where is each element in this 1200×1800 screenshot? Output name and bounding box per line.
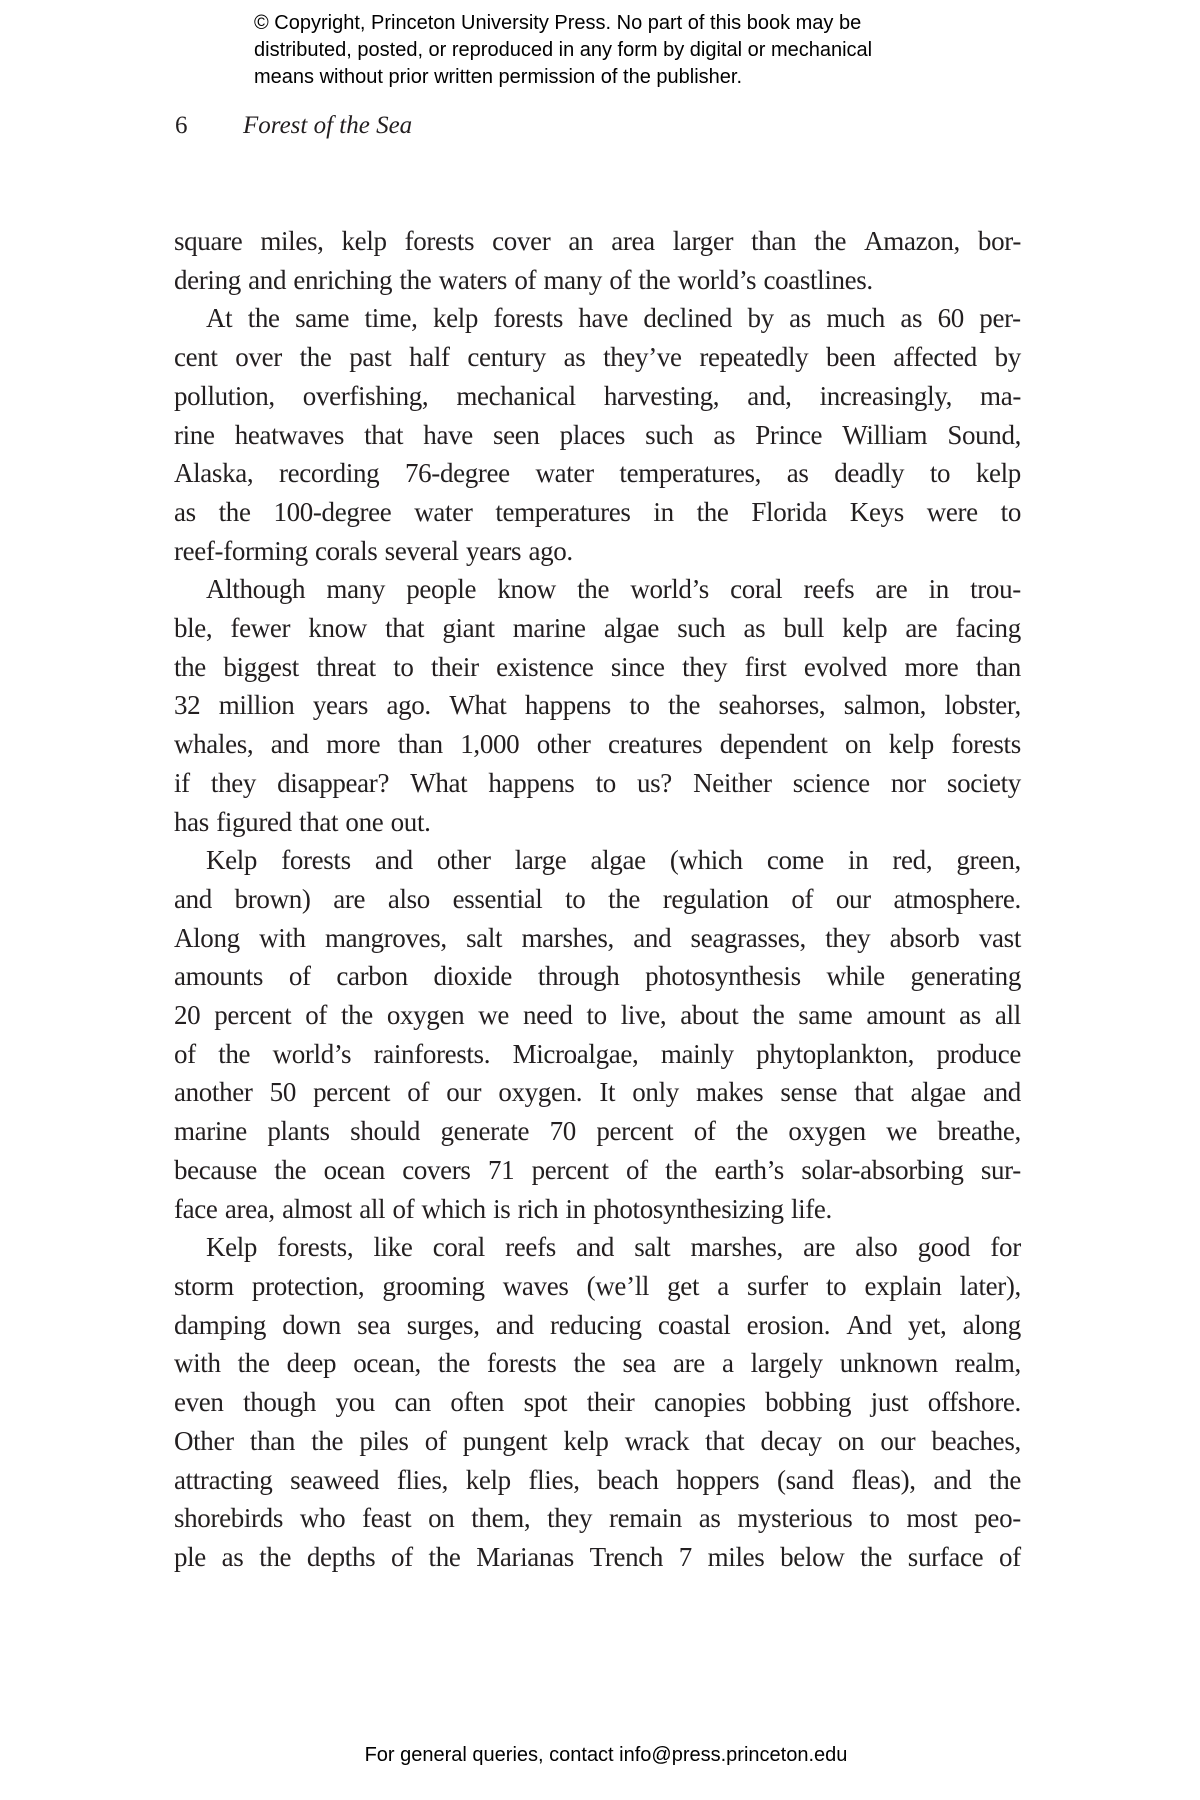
- text-line: cent over the past half century as they’ve repeatedly been affected by: [174, 342, 1021, 373]
- page-number: 6: [175, 112, 188, 139]
- text-line: whales, and more than 1,000 other creatures dependent on kelp forests: [174, 729, 1021, 760]
- text-line: amounts of carbon dioxide through photosynthesis while generating: [174, 961, 1021, 992]
- text-line: damping down sea surges, and reducing coastal erosion. And yet, along: [174, 1309, 1021, 1340]
- text-line: shorebirds who feast on them, they remain as mysterious to most peo-: [174, 1503, 1021, 1534]
- text-line: even though you can often spot their canopies bobbing just offshore.: [174, 1387, 1021, 1418]
- copyright-line: means without prior written permission of the publisher.: [254, 66, 743, 88]
- text-line: with the deep ocean, the forests the sea are a largely unknown realm,: [174, 1348, 1021, 1379]
- paragraph: [174, 222, 1021, 299]
- copyright-line: © Copyright, Princeton University Press. No part of this book may be: [254, 12, 862, 34]
- text-line: has figured that one out.: [174, 806, 431, 837]
- text-line: and brown) are also essential to the regulation of our atmosphere.: [174, 883, 1021, 914]
- text-line: 32 million years ago. What happens to the seahorses, salmon, lobster,: [174, 690, 1021, 721]
- text-line: reef-forming corals several years ago.: [174, 535, 573, 566]
- body-text: [174, 222, 1021, 1577]
- paragraph: [174, 1228, 1021, 1576]
- text-line: At the same time, kelp forests have declined by as much as 60 per-: [206, 303, 1021, 334]
- running-head: Forest of the Sea: [243, 112, 413, 139]
- text-line: another 50 percent of our oxygen. It only makes sense that algae and: [174, 1077, 1021, 1108]
- text-line: ple as the depths of the Marianas Trench 7 miles below the surface of: [174, 1541, 1021, 1572]
- text-line: because the ocean covers 71 percent of the earth’s solar-absorbing sur-: [174, 1154, 1021, 1185]
- text-line: Although many people know the world’s coral reefs are in trou-: [206, 574, 1021, 605]
- text-line: Alaska, recording 76-degree water temperatures, as deadly to kelp: [174, 458, 1021, 489]
- text-line: dering and enriching the waters of many of the world’s coastlines.: [174, 264, 873, 295]
- text-line: if they disappear? What happens to us? Neither science nor society: [174, 767, 1021, 798]
- paragraph: [174, 570, 1021, 841]
- paragraph: [174, 841, 1021, 1228]
- text-line: marine plants should generate 70 percent of the oxygen we breathe,: [174, 1116, 1021, 1147]
- text-line: the biggest threat to their existence since they first evolved more than: [174, 651, 1021, 682]
- copyright-notice: [254, 10, 872, 91]
- text-line: square miles, kelp forests cover an area larger than the Amazon, bor-: [174, 226, 1021, 256]
- text-line: 20 percent of the oxygen we need to live, about the same amount as all: [174, 1000, 1021, 1031]
- text-line: Kelp forests, like coral reefs and salt marshes, are also good for: [206, 1232, 1021, 1263]
- text-line: pollution, overfishing, mechanical harvesting, and, increasingly, ma-: [174, 380, 1021, 411]
- text-line: Other than the piles of pungent kelp wrack that decay on our beaches,: [174, 1425, 1021, 1456]
- text-line: of the world’s rainforests. Microalgae, mainly phytoplankton, produce: [174, 1038, 1021, 1069]
- copyright-line: distributed, posted, or reproduced in any form by digital or mechanical: [254, 39, 873, 61]
- text-line: as the 100-degree water temperatures in the Florida Keys were to: [174, 496, 1021, 527]
- paragraph: [174, 299, 1021, 570]
- text-line: rine heatwaves that have seen places such as Prince William Sound,: [174, 419, 1021, 450]
- text-line: attracting seaweed flies, kelp flies, beach hoppers (sand fleas), and the: [174, 1464, 1021, 1495]
- text-line: storm protection, grooming waves (we’ll get a surfer to explain later),: [174, 1270, 1021, 1301]
- text-line: ble, fewer know that giant marine algae such as bull kelp are facing: [174, 613, 1021, 644]
- text-line: Along with mangroves, salt marshes, and seagrasses, they absorb vast: [174, 922, 1021, 953]
- text-line: face area, almost all of which is rich in photosynthesizing life.: [174, 1193, 832, 1224]
- text-line: Kelp forests and other large algae (which come in red, green,: [206, 845, 1021, 876]
- footer-contact: For general queries, contact info@press.princeton.edu: [364, 1744, 848, 1766]
